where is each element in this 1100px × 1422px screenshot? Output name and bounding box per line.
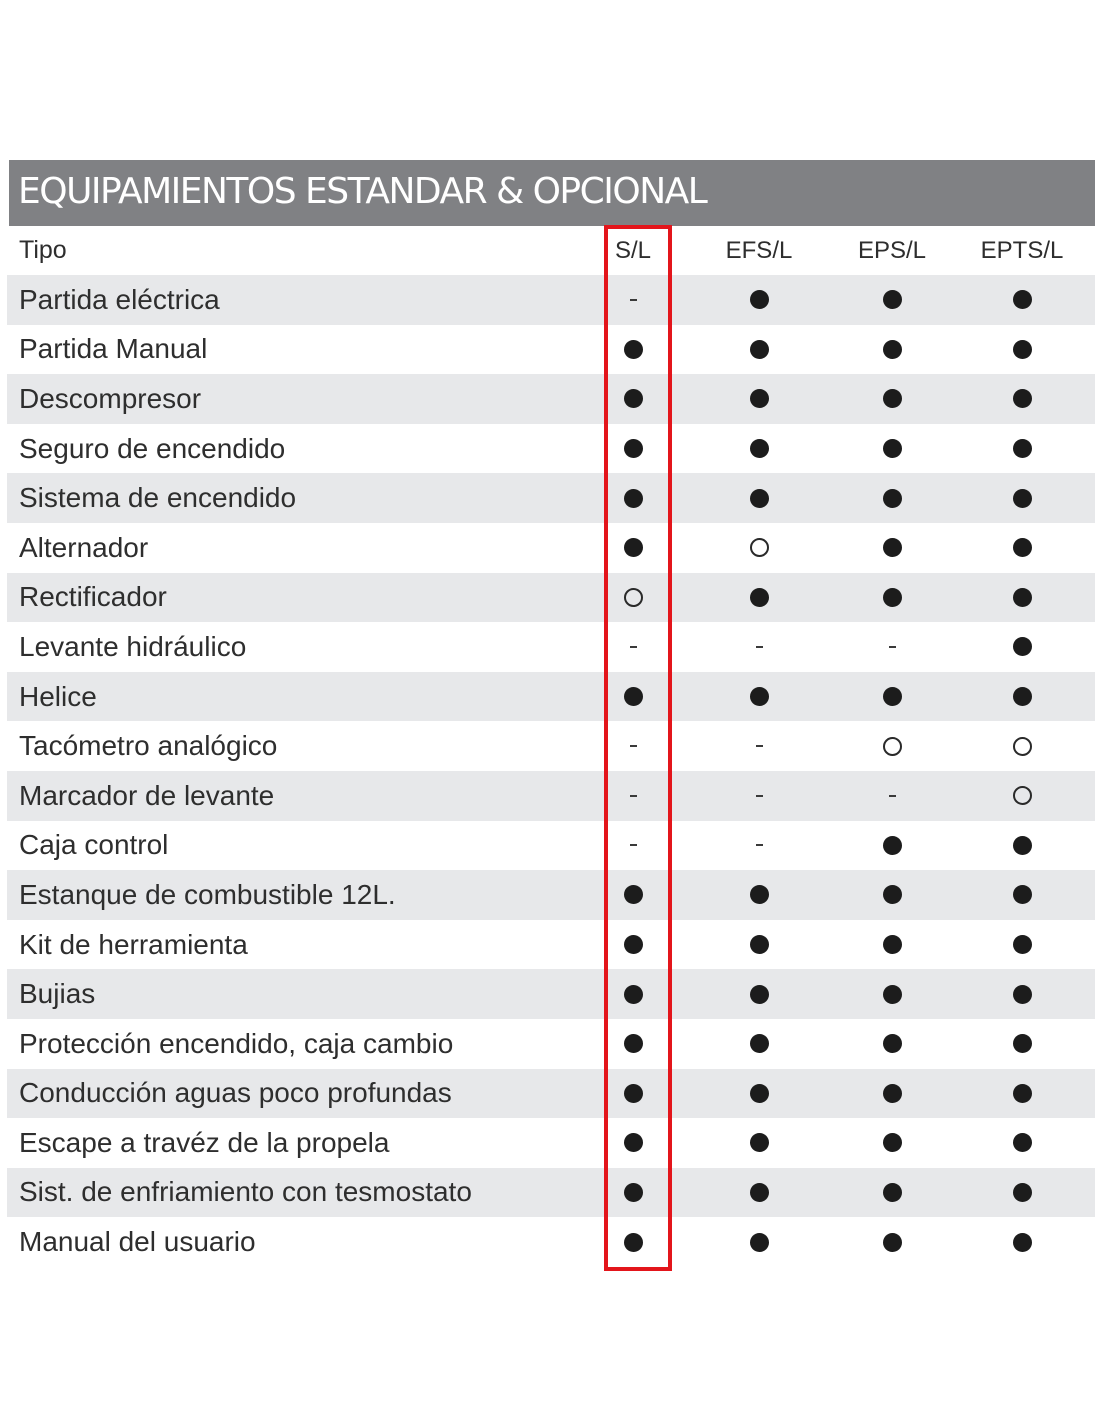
cell-dot [588, 424, 678, 474]
standard-dot-icon [750, 439, 769, 458]
cell-dash [588, 721, 678, 771]
not-available-dash-icon [756, 844, 763, 846]
optional-circle-icon [624, 588, 643, 607]
standard-dot-icon [750, 687, 769, 706]
not-available-dash-icon [756, 795, 763, 797]
standard-dot-icon [624, 1133, 643, 1152]
standard-dot-icon [750, 1034, 769, 1053]
header-model-sl: S/L [614, 236, 652, 264]
header-model-eptsl: EPTS/L [980, 236, 1064, 264]
row-label: Partida eléctrica [19, 283, 220, 315]
cell-dot [977, 1118, 1067, 1168]
page-title: EQUIPAMIENTOS ESTANDAR & OPCIONAL [18, 171, 707, 212]
cell-dot [977, 523, 1067, 573]
cell-dot [714, 1217, 804, 1267]
standard-dot-icon [1013, 588, 1032, 607]
cell-dot [847, 424, 937, 474]
standard-dot-icon [750, 1084, 769, 1103]
standard-dot-icon [883, 687, 902, 706]
cell-dot [977, 920, 1067, 970]
standard-dot-icon [883, 1233, 902, 1252]
not-available-dash-icon [630, 646, 637, 648]
not-available-dash-icon [630, 795, 637, 797]
standard-dot-icon [1013, 985, 1032, 1004]
cell-dot [847, 969, 937, 1019]
equipment-table [7, 226, 1095, 1267]
cell-dot [714, 1019, 804, 1069]
cell-dot [847, 473, 937, 523]
not-available-dash-icon [630, 745, 637, 747]
table-row [7, 721, 1095, 771]
cell-dot [977, 672, 1067, 722]
standard-dot-icon [624, 985, 643, 1004]
standard-dot-icon [1013, 935, 1032, 954]
cell-dot [847, 821, 937, 871]
row-label: Marcador de levante [19, 779, 275, 811]
cell-dot [714, 325, 804, 375]
table-row [7, 821, 1095, 871]
row-label: Tacómetro analógico [19, 730, 278, 762]
cell-dot [847, 870, 937, 920]
standard-dot-icon [883, 1084, 902, 1103]
cell-dot [588, 1069, 678, 1119]
cell-dot [977, 821, 1067, 871]
standard-dot-icon [624, 885, 643, 904]
table-row [7, 424, 1095, 474]
cell-dot [847, 672, 937, 722]
table-body [7, 275, 1095, 1267]
row-label: Descompresor [19, 382, 202, 414]
table-row [7, 1019, 1095, 1069]
standard-dot-icon [883, 935, 902, 954]
row-label: Escape a travéz de la propela [19, 1126, 390, 1158]
cell-dot [977, 275, 1067, 325]
cell-dot [588, 870, 678, 920]
not-available-dash-icon [889, 795, 896, 797]
standard-dot-icon [1013, 1233, 1032, 1252]
cell-dash [847, 622, 937, 672]
standard-dot-icon [1013, 489, 1032, 508]
standard-dot-icon [750, 985, 769, 1004]
cell-ring [847, 721, 937, 771]
table-header-row [7, 226, 1095, 275]
row-label: Bujias [19, 978, 96, 1010]
table-row [7, 374, 1095, 424]
cell-dot [588, 523, 678, 573]
cell-dash [714, 721, 804, 771]
cell-dot [588, 1217, 678, 1267]
cell-dot [847, 325, 937, 375]
cell-dot [714, 1118, 804, 1168]
standard-dot-icon [883, 836, 902, 855]
table-row [7, 1168, 1095, 1218]
not-available-dash-icon [756, 646, 763, 648]
standard-dot-icon [750, 588, 769, 607]
row-label: Partida Manual [19, 333, 208, 365]
cell-dot [977, 325, 1067, 375]
table-row [7, 473, 1095, 523]
standard-dot-icon [624, 439, 643, 458]
cell-dot [714, 573, 804, 623]
standard-dot-icon [1013, 340, 1032, 359]
table-row [7, 523, 1095, 573]
header-label-tipo: Tipo [19, 236, 67, 264]
standard-dot-icon [750, 935, 769, 954]
table-row [7, 672, 1095, 722]
table-row [7, 969, 1095, 1019]
standard-dot-icon [1013, 885, 1032, 904]
row-label: Rectificador [19, 581, 167, 613]
cell-dot [977, 573, 1067, 623]
cell-dot [977, 870, 1067, 920]
row-label: Helice [19, 680, 97, 712]
standard-dot-icon [1013, 1034, 1032, 1053]
row-label: Seguro de encendido [19, 432, 286, 464]
table-row [7, 275, 1095, 325]
cell-ring [714, 523, 804, 573]
row-label: Protección encendido, caja cambio [19, 1027, 454, 1059]
row-label: Caja control [19, 829, 169, 861]
not-available-dash-icon [889, 646, 896, 648]
cell-dot [847, 275, 937, 325]
standard-dot-icon [1013, 1084, 1032, 1103]
standard-dot-icon [1013, 1183, 1032, 1202]
cell-dot [714, 275, 804, 325]
standard-dot-icon [883, 985, 902, 1004]
standard-dot-icon [1013, 1133, 1032, 1152]
row-label: Sist. de enfriamiento con tesmostato [19, 1176, 472, 1208]
cell-dot [977, 1217, 1067, 1267]
standard-dot-icon [883, 290, 902, 309]
standard-dot-icon [883, 1183, 902, 1202]
table-row [7, 1118, 1095, 1168]
cell-dot [588, 969, 678, 1019]
cell-dash [588, 771, 678, 821]
standard-dot-icon [750, 1133, 769, 1152]
table-row [7, 870, 1095, 920]
not-available-dash-icon [756, 745, 763, 747]
cell-dot [714, 1069, 804, 1119]
row-label: Conducción aguas poco profundas [19, 1077, 452, 1109]
standard-dot-icon [624, 687, 643, 706]
cell-dot [977, 1168, 1067, 1218]
standard-dot-icon [624, 1183, 643, 1202]
row-label: Levante hidráulico [19, 630, 247, 662]
standard-dot-icon [883, 489, 902, 508]
cell-dot [714, 672, 804, 722]
standard-dot-icon [883, 1133, 902, 1152]
cell-dot [714, 473, 804, 523]
cell-dot [977, 1019, 1067, 1069]
cell-ring [977, 721, 1067, 771]
standard-dot-icon [1013, 836, 1032, 855]
row-label: Alternador [19, 531, 149, 563]
cell-dash [588, 275, 678, 325]
cell-dot [847, 920, 937, 970]
cell-dot [714, 1168, 804, 1218]
standard-dot-icon [750, 290, 769, 309]
cell-dot [714, 920, 804, 970]
standard-dot-icon [624, 935, 643, 954]
standard-dot-icon [1013, 538, 1032, 557]
cell-dot [977, 622, 1067, 672]
standard-dot-icon [624, 489, 643, 508]
cell-dot [588, 672, 678, 722]
cell-dot [714, 870, 804, 920]
standard-dot-icon [883, 885, 902, 904]
standard-dot-icon [883, 439, 902, 458]
not-available-dash-icon [630, 844, 637, 846]
standard-dot-icon [750, 1183, 769, 1202]
cell-ring [588, 573, 678, 623]
cell-dot [847, 1118, 937, 1168]
table-row [7, 573, 1095, 623]
standard-dot-icon [624, 538, 643, 557]
standard-dot-icon [1013, 637, 1032, 656]
standard-dot-icon [750, 1233, 769, 1252]
standard-dot-icon [1013, 290, 1032, 309]
cell-dot [847, 573, 937, 623]
table-row [7, 771, 1095, 821]
standard-dot-icon [750, 389, 769, 408]
standard-dot-icon [624, 389, 643, 408]
row-label: Estanque de combustible 12L. [19, 878, 396, 910]
cell-dot [588, 920, 678, 970]
cell-ring [977, 771, 1067, 821]
standard-dot-icon [1013, 687, 1032, 706]
cell-dot [977, 424, 1067, 474]
cell-dot [847, 1217, 937, 1267]
cell-dot [847, 523, 937, 573]
standard-dot-icon [624, 1233, 643, 1252]
standard-dot-icon [750, 489, 769, 508]
row-label: Sistema de encendido [19, 482, 297, 514]
optional-circle-icon [1013, 786, 1032, 805]
cell-dot [588, 1019, 678, 1069]
cell-dot [977, 473, 1067, 523]
cell-dot [977, 969, 1067, 1019]
cell-dot [588, 374, 678, 424]
table-row [7, 920, 1095, 970]
cell-dot [714, 969, 804, 1019]
standard-dot-icon [883, 389, 902, 408]
standard-dot-icon [883, 340, 902, 359]
optional-circle-icon [750, 538, 769, 557]
cell-dot [714, 374, 804, 424]
cell-dash [847, 771, 937, 821]
optional-circle-icon [883, 737, 902, 756]
not-available-dash-icon [630, 299, 637, 301]
standard-dot-icon [1013, 439, 1032, 458]
standard-dot-icon [883, 538, 902, 557]
cell-dash [588, 821, 678, 871]
cell-dot [847, 1168, 937, 1218]
cell-dot [588, 473, 678, 523]
cell-dot [847, 1019, 937, 1069]
header-model-epsl: EPS/L [857, 236, 927, 264]
cell-dash [714, 821, 804, 871]
cell-dot [847, 1069, 937, 1119]
header-model-efsl: EFS/L [725, 236, 793, 264]
cell-dot [977, 374, 1067, 424]
row-label: Kit de herramienta [19, 928, 248, 960]
standard-dot-icon [624, 1034, 643, 1053]
title-banner [9, 160, 1095, 226]
cell-dash [714, 771, 804, 821]
table-row [7, 1217, 1095, 1267]
table-row [7, 1069, 1095, 1119]
standard-dot-icon [624, 1084, 643, 1103]
table-row [7, 622, 1095, 672]
cell-dot [847, 374, 937, 424]
cell-dot [588, 1168, 678, 1218]
standard-dot-icon [624, 340, 643, 359]
standard-dot-icon [883, 588, 902, 607]
standard-dot-icon [1013, 389, 1032, 408]
standard-dot-icon [883, 1034, 902, 1053]
cell-dot [977, 1069, 1067, 1119]
cell-dot [714, 424, 804, 474]
table-row [7, 325, 1095, 375]
optional-circle-icon [1013, 737, 1032, 756]
cell-dash [714, 622, 804, 672]
standard-dot-icon [750, 340, 769, 359]
standard-dot-icon [750, 885, 769, 904]
cell-dot [588, 1118, 678, 1168]
row-label: Manual del usuario [19, 1226, 256, 1258]
cell-dot [588, 325, 678, 375]
cell-dash [588, 622, 678, 672]
